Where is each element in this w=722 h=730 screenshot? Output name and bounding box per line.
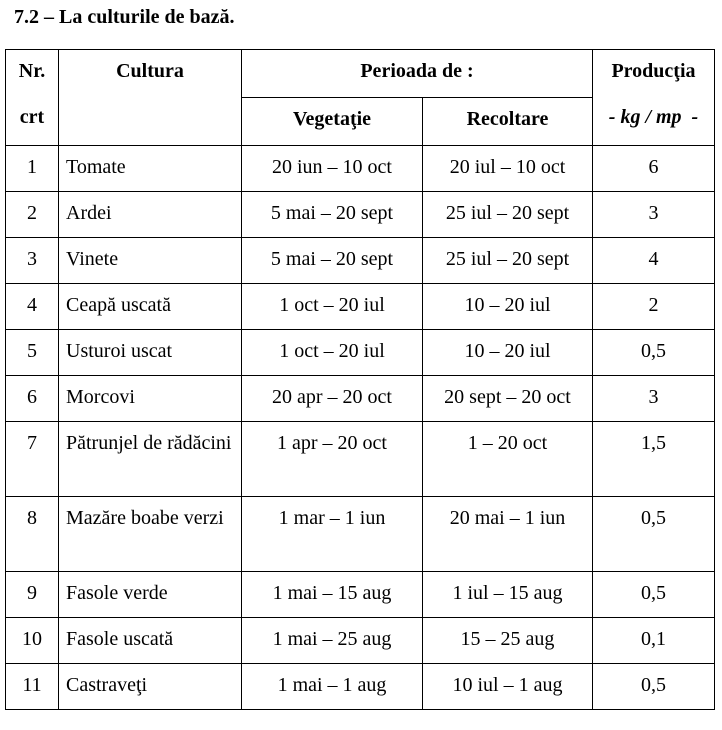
table-row <box>6 497 715 572</box>
table-row <box>6 146 715 192</box>
header-recoltare: Recoltare <box>423 98 593 146</box>
header-nr-line2: crt <box>19 106 45 128</box>
cell-recoltare: 10 iul – 1 aug <box>423 664 593 710</box>
crops-table <box>5 49 715 710</box>
cell-productia: 3 <box>593 192 715 238</box>
table-row <box>6 376 715 422</box>
cell-vegetatie: 1 mai – 15 aug <box>242 572 423 618</box>
cell-cultura: Vinete <box>59 238 242 284</box>
cell-recoltare: 10 – 20 iul <box>423 330 593 376</box>
table-row <box>6 618 715 664</box>
cell-vegetatie: 1 mar – 1 iun <box>242 497 423 572</box>
cell-vegetatie: 20 apr – 20 oct <box>242 376 423 422</box>
header-productia-unit: - kg / mp - <box>608 106 699 128</box>
cell-nr: 8 <box>6 497 59 572</box>
cell-cultura: Castraveţi <box>59 664 242 710</box>
cell-productia: 0,5 <box>593 664 715 710</box>
header-vegetatie: Vegetaţie <box>242 98 423 146</box>
header-nr-line1: Nr. <box>18 60 46 82</box>
cell-cultura: Pătrunjel de rădăcini <box>59 422 242 497</box>
cell-productia: 2 <box>593 284 715 330</box>
cell-recoltare: 20 sept – 20 oct <box>423 376 593 422</box>
cell-vegetatie: 1 mai – 25 aug <box>242 618 423 664</box>
cell-productia: 0,5 <box>593 497 715 572</box>
cell-nr: 5 <box>6 330 59 376</box>
table-row <box>6 284 715 330</box>
cell-productia: 4 <box>593 238 715 284</box>
table-row <box>6 572 715 618</box>
cell-vegetatie: 20 iun – 10 oct <box>242 146 423 192</box>
cell-nr: 11 <box>6 664 59 710</box>
header-productia-label: Producţia <box>611 60 696 82</box>
cell-nr: 9 <box>6 572 59 618</box>
header-nr <box>6 50 59 146</box>
cell-nr: 6 <box>6 376 59 422</box>
cell-productia: 0,5 <box>593 572 715 618</box>
cell-nr: 4 <box>6 284 59 330</box>
cell-productia: 6 <box>593 146 715 192</box>
cell-vegetatie: 1 oct – 20 iul <box>242 330 423 376</box>
cell-nr: 10 <box>6 618 59 664</box>
cell-vegetatie: 5 mai – 20 sept <box>242 192 423 238</box>
cell-cultura: Usturoi uscat <box>59 330 242 376</box>
cell-recoltare: 25 iul – 20 sept <box>423 192 593 238</box>
cell-cultura: Mazăre boabe verzi <box>59 497 242 572</box>
cell-nr: 7 <box>6 422 59 497</box>
table-row <box>6 192 715 238</box>
cell-recoltare: 25 iul – 20 sept <box>423 238 593 284</box>
header-perioada: Perioada de : <box>242 50 593 98</box>
table-row <box>6 422 715 497</box>
cell-cultura: Morcovi <box>59 376 242 422</box>
cell-recoltare: 15 – 25 aug <box>423 618 593 664</box>
cell-nr: 3 <box>6 238 59 284</box>
section-title: 7.2 – La culturile de bază. <box>14 6 235 28</box>
cell-cultura: Ardei <box>59 192 242 238</box>
cell-recoltare: 20 mai – 1 iun <box>423 497 593 572</box>
cell-recoltare: 1 iul – 15 aug <box>423 572 593 618</box>
cell-nr: 1 <box>6 146 59 192</box>
cell-nr: 2 <box>6 192 59 238</box>
cell-vegetatie: 1 apr – 20 oct <box>242 422 423 497</box>
cell-productia: 1,5 <box>593 422 715 497</box>
table-row <box>6 238 715 284</box>
cell-vegetatie: 5 mai – 20 sept <box>242 238 423 284</box>
cell-productia: 0,5 <box>593 330 715 376</box>
header-cultura: Cultura <box>59 50 242 146</box>
cell-vegetatie: 1 mai – 1 aug <box>242 664 423 710</box>
cell-vegetatie: 1 oct – 20 iul <box>242 284 423 330</box>
cell-recoltare: 20 iul – 10 oct <box>423 146 593 192</box>
cell-recoltare: 10 – 20 iul <box>423 284 593 330</box>
cell-productia: 3 <box>593 376 715 422</box>
cell-cultura: Ceapă uscată <box>59 284 242 330</box>
cell-cultura: Tomate <box>59 146 242 192</box>
cell-productia: 0,1 <box>593 618 715 664</box>
cell-cultura: Fasole uscată <box>59 618 242 664</box>
table-row <box>6 330 715 376</box>
table-row <box>6 664 715 710</box>
header-productia <box>593 50 715 146</box>
cell-cultura: Fasole verde <box>59 572 242 618</box>
cell-recoltare: 1 – 20 oct <box>423 422 593 497</box>
